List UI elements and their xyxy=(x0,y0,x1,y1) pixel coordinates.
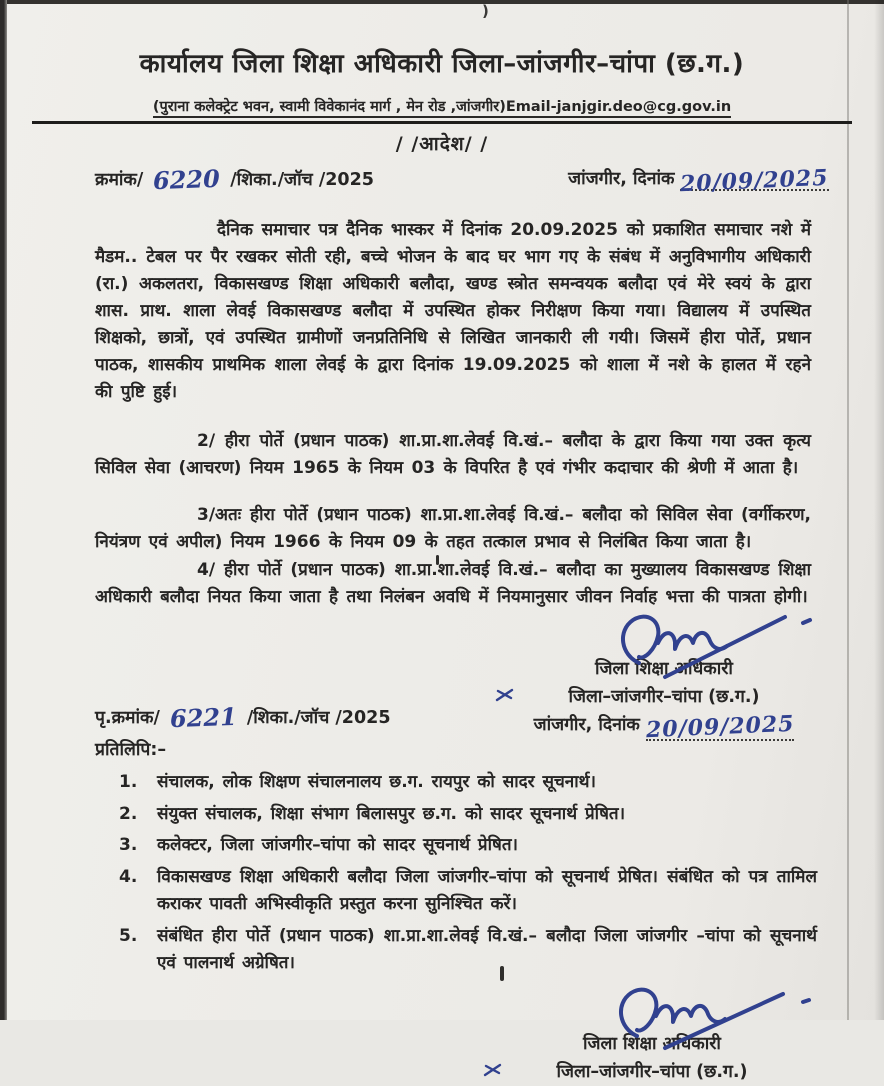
place-date-label: जांजगीर, दिनांक xyxy=(568,169,675,189)
copy-item-text: संबंधित हीरा पोर्ते (प्रधान पाठक) शा.प्रा.शा.लेवई वि.खं.– बलौदा जिला जांजगीर –चांपा को सूचनार्थ एवं पालनार्थ अग्रेषित। xyxy=(157,925,817,973)
scan-artifact-mark: ) xyxy=(482,2,489,20)
signature-date-dotted-line xyxy=(645,710,795,744)
pen-tick-icon xyxy=(483,1062,503,1078)
signatory-district-1-text: जिला–जांजगीर–चांपा (छ.ग.) xyxy=(568,687,760,707)
copy-item-4 xyxy=(119,864,817,919)
endorsement-left-column xyxy=(95,701,391,761)
signatory-designation-2: जिला शिक्षा अधिकारी xyxy=(583,1033,721,1054)
paragraph-4: 4/ हीरा पोर्ते (प्रधान पाठक) शा.प्रा.शा.लेवई वि.खं.– बलौदा का मुख्यालय विकासखण्ड शिक्षा अधिकारी बलौदा नियत किया जाता है तथा निलंबन अवधि में नियमानुसार जीवन निर्वाह भत्ता की पात्रता होगी। xyxy=(95,560,811,607)
endorsement-number-handwritten: 6221 xyxy=(169,701,238,734)
copy-item-1 xyxy=(119,769,817,797)
letter-content xyxy=(7,4,877,1086)
signature-block-1 xyxy=(499,655,829,761)
ref-number-handwritten: 6220 xyxy=(152,163,221,196)
copy-item-text: संचालक, लोक शिक्षण संचालनालय छ.ग. रायपुर को सादर सूचनार्थ। xyxy=(157,772,596,792)
copy-item-number: 5. xyxy=(119,925,138,946)
office-address-text: (पुराना कलेक्ट्रेट भवन, स्वामी विवेकानंद मार्ग , मेन रोड ,जांजगीर)Email-janjgir.deo@cg.gov.in xyxy=(153,99,731,118)
reference-row xyxy=(95,163,830,198)
signature-place-date-line xyxy=(499,710,829,744)
date-handwritten: 20/09/2025 xyxy=(679,164,830,198)
signatory-district-2-text: जिला–जांजगीर–चांपा (छ.ग.) xyxy=(556,1061,748,1082)
copy-item-number: 1. xyxy=(119,772,138,792)
copy-item-number: 3. xyxy=(119,835,138,855)
paragraph-1: दैनिक समाचार पत्र दैनिक भास्कर में दिनांक 20.09.2025 को प्रकाशित समाचार नशे में मैडम.. टेबल पर पैर रखकर सोती रही, बच्चे भोजन के बाद घर भाग गए के संबंध में अनुविभागीय अधिकारी (रा.) अकलतरा, विकासखण्ड शिक्षा अधिकारी बलौदा, खण्ड स्त्रोत समन्वयक बलौदा एवं मेरे स्वयं के द्वारा शास. प्राथ. शाला लेवई विकासखण्ड बलौदा में उपस्थित होकर निरीक्षण किया गया। विद्यालय में उपस्थित शिक्षको, छात्रों, एवं उपस्थित ग्रामीणों जनप्रतिनिधि से लिखित जानकारी ली गयी। जिसमें हीरा पोर्ते, प्रधान पाठक, शासकीय प्राथमिक शाला लेवई के द्वारा दिनांक 19.09.2025 को शाला में नशे के हालत में रहने की पुष्टि हुई। xyxy=(95,220,811,402)
signature-block-2 xyxy=(487,1030,817,1086)
endorsement-suffix: /शिका./जॉच /2025 xyxy=(246,708,391,728)
copy-item-number: 2. xyxy=(119,803,138,824)
reference-number-line xyxy=(95,163,374,196)
signature-place-date-label: जांजगीर, दिनांक xyxy=(533,715,640,735)
endorsement-number-line xyxy=(95,701,391,734)
copy-item-3 xyxy=(119,832,817,860)
signatory-district-1 xyxy=(499,683,829,711)
paragraph-2: 2/ हीरा पोर्ते (प्रधान पाठक) शा.प्रा.शा.लेवई वि.खं.– बलौदा के द्वारा किया गया उक्त कृत्य सिविल सेवा (आचरण) नियम 1965 के नियम 03 के विपरित है एवं गंभीर कदाचार की श्रेणी में आता है। xyxy=(95,431,812,478)
signatory-district-2 xyxy=(487,1058,817,1086)
scan-edge-left xyxy=(0,0,7,1020)
copy-item-text: कलेक्टर, जिला जांजगीर–चांपा को सादर सूचनार्थ प्रेषित। xyxy=(157,835,518,855)
copies-heading: प्रतिलिपि:– xyxy=(95,740,167,760)
office-title: कार्यालय जिला शिक्षा अधिकारी जिला–जांजगीर–चांपा (छ.ग.) xyxy=(139,49,745,79)
pen-tick-icon xyxy=(495,687,515,703)
endorsement-and-signature-row xyxy=(95,613,829,761)
office-address-line xyxy=(7,96,877,116)
copy-item-number: 4. xyxy=(119,866,138,887)
ref-suffix: /शिका./जॉच /2025 xyxy=(230,170,374,190)
signature-2-wrapper xyxy=(7,982,817,1086)
endorsement-prefix: पृ.क्रमांक/ xyxy=(95,708,160,728)
ref-prefix: क्रमांक/ xyxy=(95,170,144,190)
order-heading: / /आदेश/ / xyxy=(395,133,489,155)
copy-distribution-list xyxy=(119,769,817,978)
place-date-line xyxy=(568,164,830,198)
signature-date-handwritten: 20/09/2025 xyxy=(645,710,795,744)
signatory-designation-1: जिला शिक्षा अधिकारी xyxy=(595,659,733,679)
date-dotted-line xyxy=(679,164,830,198)
copy-item-2 xyxy=(119,801,817,829)
copy-item-text: संयुक्त संचालक, शिक्षा संभाग बिलासपुर छ.ग. को सादर सूचनार्थ प्रेषित। xyxy=(157,803,626,824)
header-rule xyxy=(32,121,852,124)
copy-item-5 xyxy=(119,923,817,978)
paragraph-3: 3/अतः हीरा पोर्ते (प्रधान पाठक) शा.प्रा.शा.लेवई वि.खं.– बलौदा को सिविल सेवा (वर्गीकरण, नियंत्रण एवं अपील) नियम 1966 के नियम 09 के तहत तत्काल प्रभाव से निलंबित किया जाता है। xyxy=(95,505,811,552)
copy-item-text: विकासखण्ड शिक्षा अधिकारी बलौदा जिला जांजगीर–चांपा को सूचनार्थ प्रेषित। संबंधित को पत्र तामिल कराकर पावती अभिस्वीकृति प्रस्तुत करना सुनिश्चित करें। xyxy=(157,866,817,914)
